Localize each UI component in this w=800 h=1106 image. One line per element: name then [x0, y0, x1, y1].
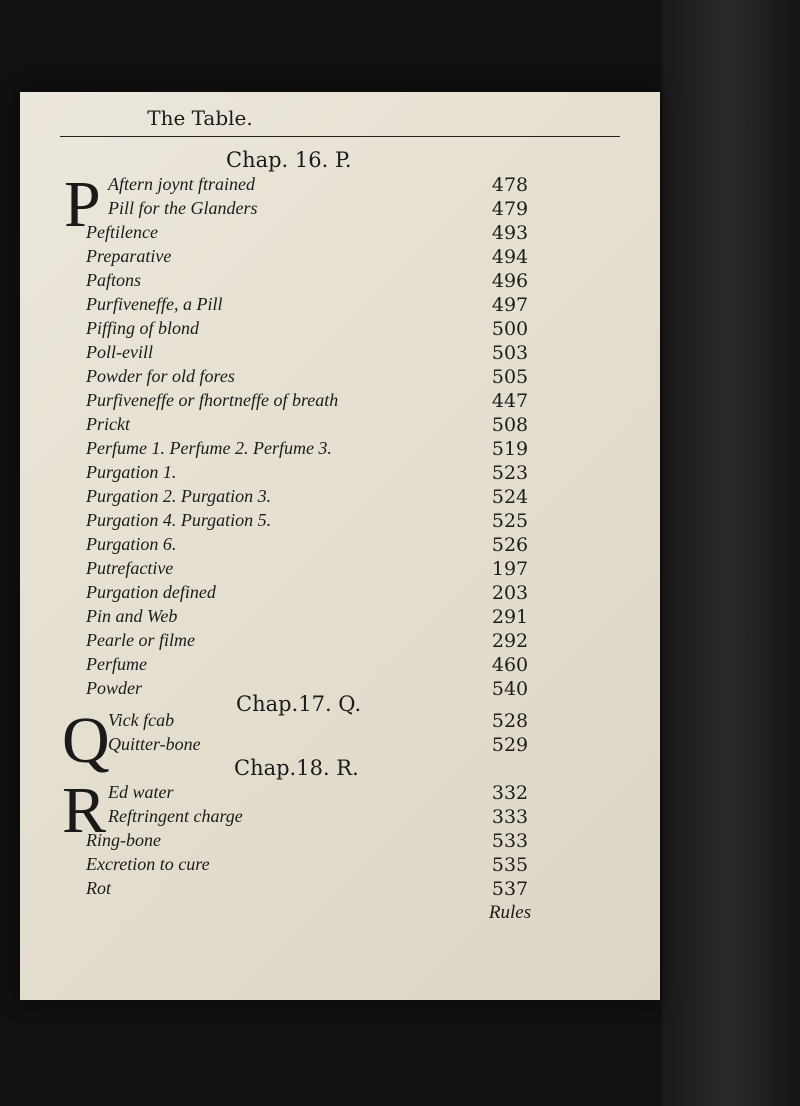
page-number: 479	[491, 198, 529, 220]
entry-text: Purgation 2. Purgation 3.	[86, 486, 272, 506]
entry-text: Excretion to cure	[86, 854, 210, 874]
list-item	[20, 486, 660, 512]
list-item	[20, 630, 660, 656]
book-page	[20, 92, 660, 1000]
chapter-heading-r: Chap.18. R.	[234, 756, 359, 780]
page-number: 519	[491, 438, 529, 460]
list-item	[20, 318, 660, 344]
list-item	[20, 438, 660, 464]
page-number: 478	[491, 174, 529, 196]
entry-text: Purfiveneffe or fhortneffe of breath	[86, 390, 339, 410]
list-item	[20, 830, 660, 856]
background-shadow	[662, 0, 800, 1106]
entry-text: Purgation 6.	[86, 534, 177, 554]
entry-text: Quitter-bone	[108, 734, 201, 754]
page-number: 333	[491, 806, 529, 828]
page-number: 496	[491, 270, 529, 292]
entry-text: Pin and Web	[86, 606, 178, 626]
page-number: 535	[491, 854, 529, 876]
page-number: 540	[491, 678, 529, 700]
list-item	[20, 854, 660, 880]
catchword-row	[20, 902, 660, 928]
entry-text: Pearle or filme	[86, 630, 195, 650]
list-item	[20, 558, 660, 584]
entry-text: Peftilence	[86, 222, 158, 242]
list-item	[20, 390, 660, 416]
header-rule	[60, 136, 620, 137]
page-number: 447	[491, 390, 529, 412]
list-item	[20, 782, 660, 808]
list-item	[20, 534, 660, 560]
page-number: 525	[491, 510, 529, 532]
list-item	[20, 462, 660, 488]
page-number: 493	[491, 222, 529, 244]
page-number: 533	[491, 830, 529, 852]
chapter-heading-p: Chap. 16. P.	[226, 148, 352, 172]
list-item	[20, 582, 660, 608]
entry-text: Putrefactive	[86, 558, 174, 578]
entry-text: Aftern joynt ftrained	[108, 174, 255, 194]
page-number: 529	[491, 734, 529, 756]
page-number: 523	[491, 462, 529, 484]
list-item	[20, 606, 660, 632]
page-title: The Table.	[147, 106, 253, 130]
entry-text: Perfume	[86, 654, 147, 674]
page-number: 528	[491, 710, 529, 732]
page-number: 500	[491, 318, 529, 340]
list-item	[20, 366, 660, 392]
page-number: 537	[491, 878, 529, 900]
chapter-heading-q: Chap.17. Q.	[236, 692, 362, 716]
list-item	[20, 878, 660, 904]
list-item	[20, 270, 660, 296]
entry-text: Reftringent charge	[108, 806, 243, 826]
list-item	[20, 174, 660, 200]
page-number: 494	[491, 246, 529, 268]
page-number: 292	[491, 630, 529, 652]
page-number: 291	[491, 606, 529, 628]
list-item	[20, 222, 660, 248]
page-number: 497	[491, 294, 529, 316]
entry-text: Pill for the Glanders	[108, 198, 258, 218]
entry-text: Preparative	[86, 246, 172, 266]
entry-text: Ed water	[108, 782, 174, 802]
page-number: 203	[491, 582, 529, 604]
entry-text: Powder	[86, 678, 142, 698]
page-number: 524	[491, 486, 529, 508]
list-item	[20, 414, 660, 440]
list-item	[20, 654, 660, 680]
entry-text: Poll-evill	[86, 342, 153, 362]
list-item	[20, 198, 660, 224]
page-number: 460	[491, 654, 529, 676]
entry-text: Piffing of blond	[86, 318, 200, 338]
entry-text: Purgation 4. Purgation 5.	[86, 510, 272, 530]
entry-text: Purfiveneffe, a Pill	[86, 294, 223, 314]
list-item	[20, 806, 660, 832]
list-item	[20, 710, 660, 736]
page-number: 503	[491, 342, 529, 364]
list-item	[20, 246, 660, 272]
entry-text: Powder for old fores	[86, 366, 235, 386]
page-number: 526	[491, 534, 529, 556]
page-number: 505	[491, 366, 529, 388]
entry-text: Perfume 1. Perfume 2. Perfume 3.	[86, 438, 332, 458]
list-item	[20, 342, 660, 368]
page-number: 197	[491, 558, 529, 580]
entry-text: Rot	[86, 878, 111, 898]
entry-text: Paftons	[86, 270, 142, 290]
initial-letter-r: R	[62, 774, 107, 847]
page-number: 508	[491, 414, 529, 436]
page-number: 332	[491, 782, 529, 804]
list-item	[20, 294, 660, 320]
entry-text: Prickt	[86, 414, 130, 434]
initial-letter-q: Q	[62, 704, 110, 777]
entry-text: Purgation 1.	[86, 462, 177, 482]
entry-text: Vick fcab	[108, 710, 175, 730]
initial-letter-p: P	[64, 168, 101, 241]
catchword: Rules	[488, 902, 532, 923]
list-item	[20, 510, 660, 536]
entry-text: Ring-bone	[86, 830, 161, 850]
entry-text: Purgation defined	[86, 582, 216, 602]
